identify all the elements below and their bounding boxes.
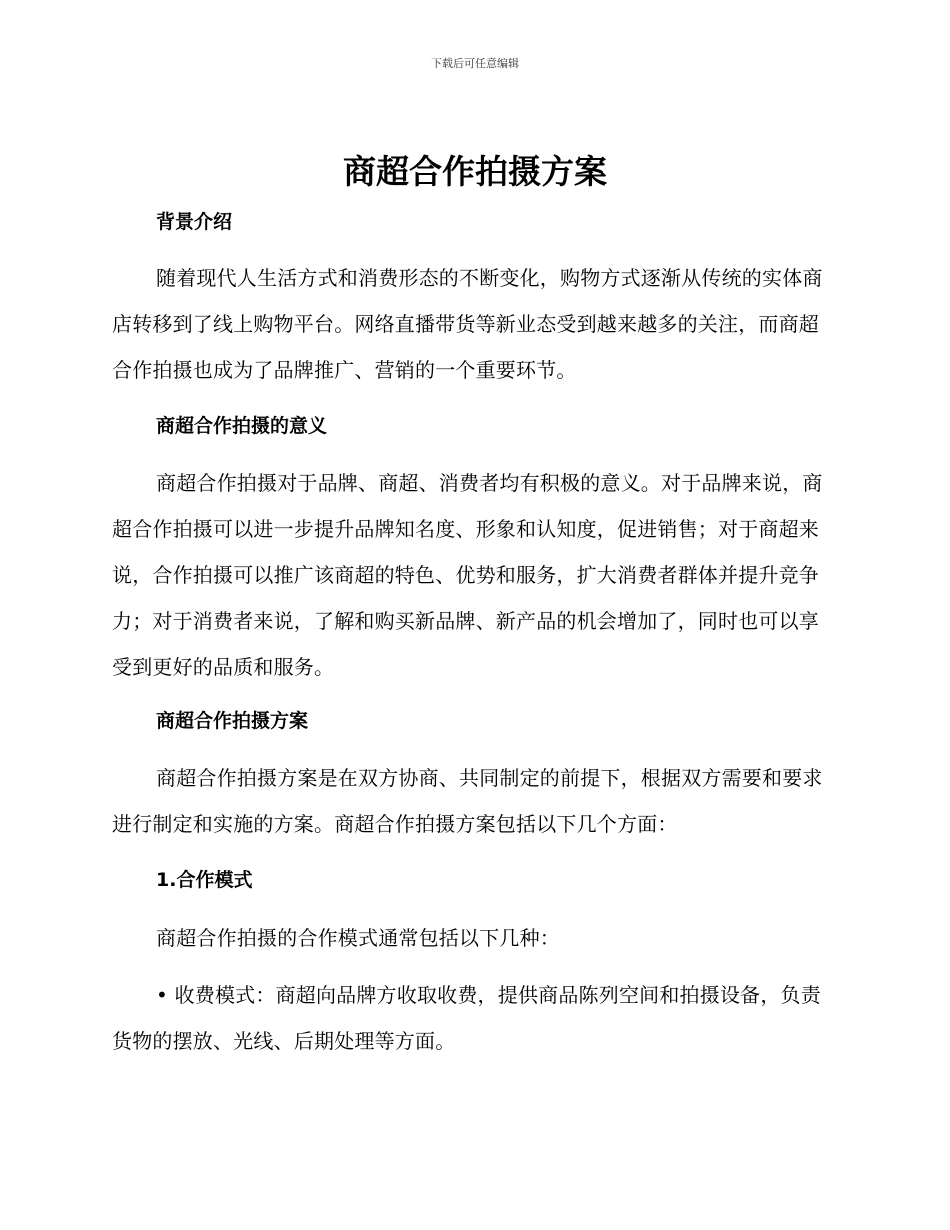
paragraph-plan: 商超合作拍摄方案是在双方协商、共同制定的前提下，根据双方需要和要求进行制定和实施的方案。商超合作拍摄方案包括以下几个方面： <box>112 766 823 836</box>
document-title: 商超合作拍摄方案 <box>343 152 607 191</box>
paragraph-background: 随着现代人生活方式和消费形态的不断变化，购物方式逐渐从传统的实体商店转移到了线上购物平台。网络直播带货等新业态受到越来越多的关注，而商超合作拍摄也成为了品牌推广、营销的一个重要环节。 <box>112 266 823 382</box>
section-heading-plan: 商超合作拍摄方案 <box>156 710 309 732</box>
paragraph-significance: 商超合作拍摄对于品牌、商超、消费者均有积极的意义。对于品牌来说，商超合作拍摄可以进一步提升品牌知名度、形象和认知度，促进销售；对于商超来说，合作拍摄可以推广该商超的特色、优势和服务，扩大消费者群体并提升竞争力；对于消费者来说，了解和购买新品牌、新产品的机会增加了，同时也可以享受到更好的品质和服务。 <box>112 471 823 679</box>
section-heading-significance: 商超合作拍摄的意义 <box>156 415 328 437</box>
paragraph-cooperation-mode: 商超合作拍摄的合作模式通常包括以下几种： <box>156 926 560 950</box>
bullet-fee-mode: • 收费模式：商超向品牌方收取收费，提供商品陈列空间和拍摄设备，负责货物的摆放、光线、后期处理等方面。 <box>112 983 821 1053</box>
section-heading-cooperation-mode: 1.合作模式 <box>156 869 253 891</box>
section-heading-background: 背景介绍 <box>156 211 233 233</box>
header-note: 下载后可任意编辑 <box>431 57 519 70</box>
